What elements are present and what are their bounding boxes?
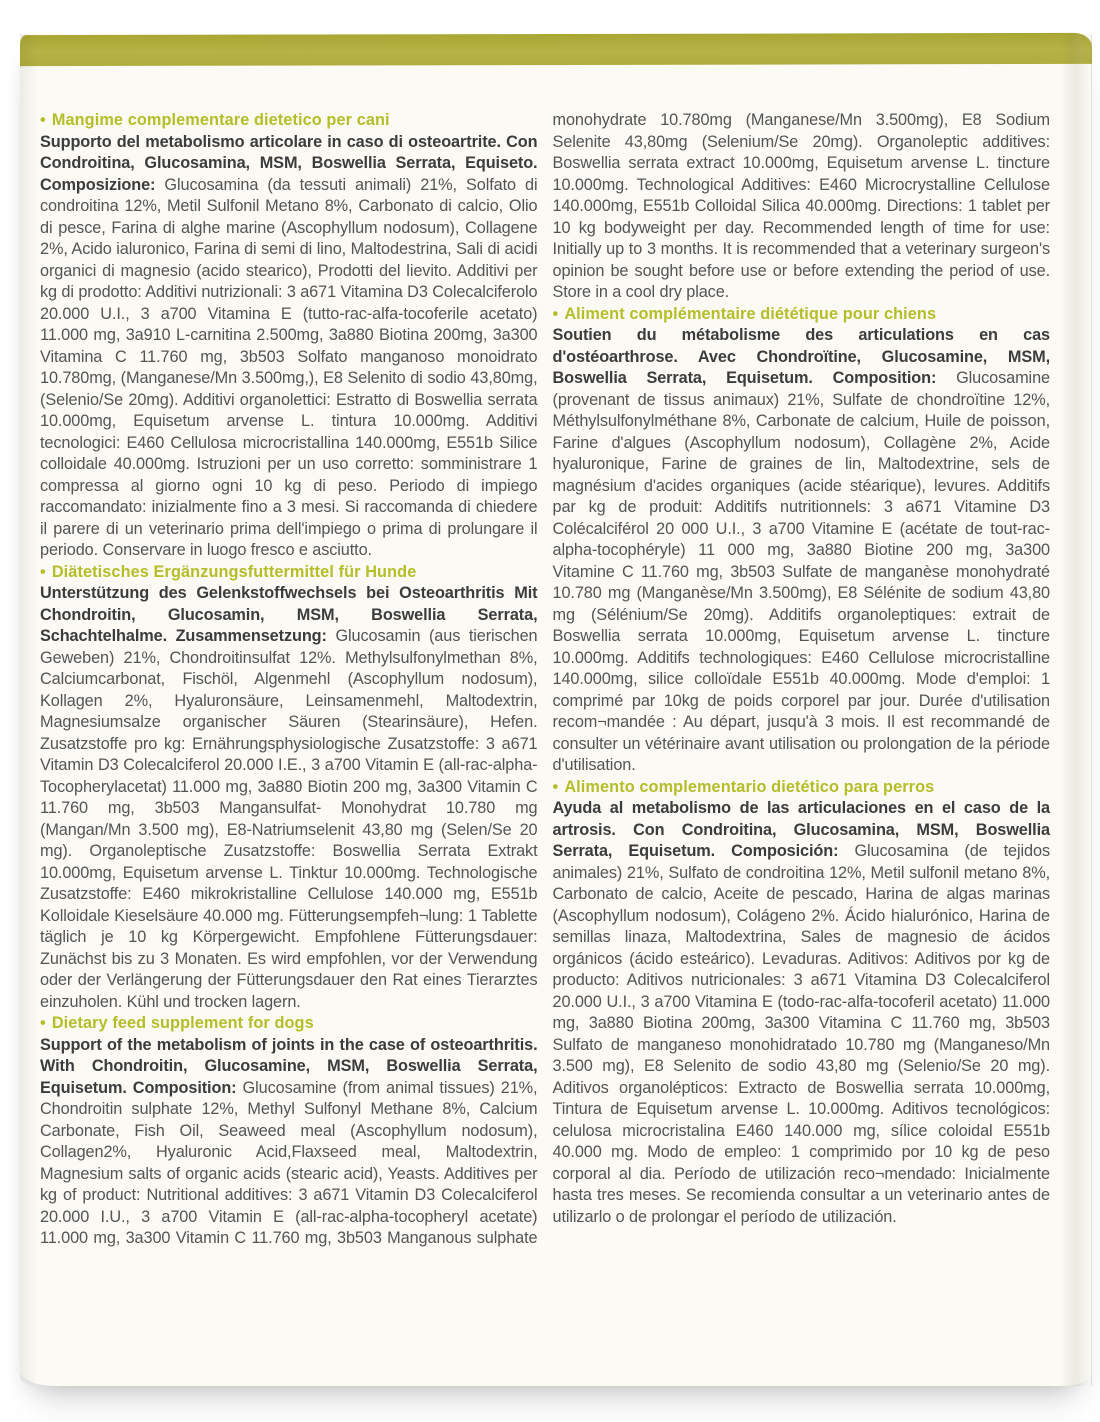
header-text-french: Aliment complémentaire diététique pour chiens — [564, 304, 937, 323]
header-text-german: Diätetisches Ergänzungsfuttermittel für Hunde — [51, 562, 417, 581]
header-text-english: Dietary feed supplement for dogs — [51, 1014, 314, 1032]
section-header-english — [40, 1013, 538, 1035]
bullet-icon: • — [552, 777, 559, 796]
section-italian — [40, 110, 538, 562]
label-text-columns — [40, 110, 1050, 1250]
section-header-italian — [40, 110, 538, 132]
header-text-spanish: Alimento complementario dietético para perros — [564, 777, 935, 796]
section-body-german — [40, 583, 538, 1013]
section-body-spanish — [553, 798, 1051, 1228]
section-header-german — [40, 562, 538, 584]
section-header-french — [553, 304, 1051, 326]
box-top-edge-band — [20, 33, 1092, 66]
bullet-icon: • — [552, 304, 559, 323]
bold-intro-spanish: Ayuda al metabolismo de las articulaciones en el caso de la artrosis. Con Condroitina, Glucosamina, MSM, Boswellia Serrata, Equisetum. Composición: — [552, 799, 1050, 860]
bullet-icon: • — [40, 111, 46, 129]
section-german — [40, 562, 538, 1014]
bullet-icon: • — [40, 562, 46, 581]
section-body-italian — [40, 132, 538, 562]
box-right-edge-fold — [1061, 34, 1092, 1386]
bold-intro-italian: Supporto del metabolismo articolare in caso di osteoartrite. Con Condroitina, Glucosamina, MSM, Boswellia Serrata, Equiseto. Composizione: — [40, 132, 538, 194]
header-text-italian: Mangime complementare dietetico per cani — [51, 111, 390, 129]
section-french — [553, 304, 1051, 777]
bold-intro-german: Unterstützung des Gelenkstoffwechsels bei Osteoarthritis Mit Chondroitin, Glucosamin, MSM, Boswellia Serrata, Schachtelhalme. Zusammensetzung: — [40, 584, 538, 645]
bold-intro-english: Support of the metabolism of joints in the case of osteoarthritis. With Chondroitin, Glucosamine, MSM, Boswellia Serrata, Equisetum. Composition: — [40, 1035, 538, 1097]
body-text-english: Glucosamine (from animal tissues) 21%, Chondroitin sulphate 12%, Methyl Sulfonyl Methane 8%, Calcium Carbonate, Fish Oil, Seaweed meal (Ascophyllum nodosum), Collagen2%, Hyaluronic Acid,Flaxseed meal, Maltodextrin, Magnesium salts of organic acids (stearic acid), Yeasts. Additives per kg of product: Nutritional additives: 3 a671 Vitamin D3 Colecalciferol 20.000 I.U., 3 a700 Vitamin E (all-rac-alpha-tocopheryl acetate) 11.000 mg, 3a300 Vitamin C 11.760 mg, 3b503 Manganous sulphate monohydrate 10.780mg (Manganese/Mn 3.500mg), E8 Sodium Selenite 43,80mg (Selenium/Se 20mg). Organoleptic additives: Boswellia serrata extract 10.000mg, Equisetum arvense L. tincture 10.000mg. Technological Additives: E460 Microcrystalline Cellulose 140.000mg, E551b Colloidal Silica 40.000mg. Directions: 1 tablet per 10 kg bodyweight per day. Recommended length of time for use: Initially up to 3 months. It is recommended that a veterinary surgeon's opinion be sought before use or before extending the period of use. Store in a cool dry place. — [40, 111, 1050, 1247]
body-text-french: Glucosamine (provenant de tissus animaux) 21%, Sulfate de chondroïtine 12%, Méthylsulfonylméthane 8%, Carbonate de calcium, Huile de poisson, Farine d'algues (Ascophyllum nodosum), Collagène 2%, Acide hyaluronique, Farine de graines de lin, Maltodextrine, sels de magnésium d'acides organiques (acide stéarique), levures. Additifs par kg de produit: Additifs nutritionnels: 3 a671 Vitamine D3 Colécalciférol 20 000 U.I., 3 a700 Vitamine E (acétate de tout-rac-alpha-tocophéryle) 11 000 mg, 3a880 Biotine 200 mg, 3a300 Vitamine C 11.760 mg, 3b503 Sulfate de manganèse monohydraté 10.780 mg (Manganèse/Mn 3.500mg), E8 Sélénite de sodium 43,80 mg (Sélénium/Se 20mg). Additifs organoleptiques: extrait de Boswellia serrata 10.000mg, Equisetum arvense L. tincture 10.000mg. Additifs technologiques: E460 Cellulose microcristalline 140.000mg, silice colloïdale E551b 40.000mg. Mode d'emploi: 1 comprimé par 10kg de poids corporel par jour. Durée d'utilisation recom¬mandée : Au départ, jusqu'à 3 mois. Il est recommandé de consulter un vétérinaire avant utilisation ou prolongation de la période d'utilisation. — [552, 369, 1050, 774]
body-text-spanish: Glucosamina (de tejidos animales) 21%, Sulfato de condroitina 12%, Metil sulfonil metano 8%, Carbonato de calcio, Aceite de pescado, Harina de algas marinas (Ascophyllum nodosum), Colágeno 2%. Ácido hialurónico, Harina de semillas linaza, Maltodextrina, Sales de magnesio de ácidos orgánicos (ácido esteárico). Levaduras. Aditivos: Aditivos por kg de producto: Aditivos nutricionales: 3 a671 Vitamina D3 Colecalciferol 20.000 U.I., 3 a700 Vitamina E (todo-rac-alfa-tocoferil acetato) 11.000 mg, 3a880 Biotina 200mg, 3a300 Vitamina C 11.760 mg, 3b503 Sulfato de manganeso monohidratado 10.780 mg (Manganeso/Mn 3.500 mg), E8 Selenito de sodio 43,80 mg (Selenio/Se 20 mg). Aditivos organolépticos: Extracto de Boswellia serrata 10.000mg, Tintura de Equisetum arvense L. 10.000mg. Aditivos tecnológicos: celulosa microcristalina E460 140.000 mg, sílice coloidal E551b 40.000 mg. Modo de empleo: 1 comprimido por 10 kg de peso corporal al dia. Período de utilización reco¬mendado: Inicialmente hasta tres meses. Se recomienda consultar a un veterinario antes de utilizarlo o de prolongar el período de utilización. — [552, 842, 1050, 1226]
box-left-edge-shading — [20, 34, 38, 1386]
bullet-icon: • — [40, 1014, 46, 1032]
body-text-german: Glucosamin (aus tierischen Geweben) 21%, Chondroitinsulfat 12%. Methylsulfonylmethan 8%, Calciumcarbonat, Fischöl, Algenmehl (Ascophyllum nodosum), Kollagen 2%, Hyaluronsäure, Leinsamenmehl, Maltodextrin, Magnesiumsalze organischer Säuren (Stearinsäure), Hefen. Zusatzstoffe pro kg: Ernährungsphysiologische Zusatzstoffe: 3 a671 Vitamin D3 Colecalciferol 20.000 I.E., 3 a700 Vitamin E (all-rac-alpha-Tocopherylacetat) 11.000 mg, 3a880 Biotin 200 mg, 3a300 Vitamin C 11.760 mg, 3b503 Mangansulfat- Monohydrat 10.780 mg (Mangan/Mn 3.500 mg), E8-Natriumselenit 43,80 mg (Selen/Se 20 mg). Organoleptische Zusatzstoffe: Boswellia Serrata Extrakt 10.000mg, Equisetum arvense L. Tinktur 10.000mg. Technologische Zusatzstoffe: E460 mikrokristalline Cellulose 140.000 mg, E551b Kolloidale Kieselsäure 40.000 mg. Fütterungsempfeh¬lung: 1 Tablette täglich je 10 kg Körpergewicht. Empfohlene Fütterungsdauer: Zunächst bis zu 3 Monaten. Es wird empfohlen, vor der Verwendung oder der Verlängerung der Fütterungsdauer den Rat eines Tierarztes einzuholen. Kühl und trocken lagern. — [40, 627, 538, 1011]
section-spanish — [553, 777, 1051, 1229]
section-header-spanish — [553, 777, 1051, 799]
body-text-italian: Glucosamina (da tessuti animali) 21%, Solfato di condroitina 12%, Metil Sulfonil Metano 8%, Carbonato di calcio, Olio di pesce, Farina di alghe marine (Ascophyllum nodosum), Collagene 2%, Acido ialuronico, Farina di semi di lino, Maltodestrina, Sali di acidi organici di magnesio (acido stearico), Prodotti del lievito. Additivi per kg di prodotto: Additivi nutrizionali: 3 a671 Vitamina D3 Colecalciferolo 20.000 U.I., 3 a700 Vitamina E (tutto-rac-alfa-tocoferile acetato) 11.000 mg, 3a910 L-carnitina 2.500mg, 3a880 Biotina 200mg, 3a300 Vitamina C 11.760 mg, 3b503 Solfato manganoso monoidrato 10.780mg, (Manganese/Mn 3.500mg,), E8 Selenito di sodio 43,80mg, (Selenio/Se 20mg). Additivi organolettici: Estratto di Boswellia serrata 10.000mg, Equisetum arvense L. tintura 10.000mg. Additivi tecnologici: E460 Cellulosa microcristallina 140.000mg, E551b Silice colloidale 40.000mg. Istruzioni per un uso corretto: somministrare 1 compressa al giorno ogni 10 kg di peso. Periodo di impiego raccomandato: inizialmente fino a 3 mesi. Si raccomanda di chiedere il parere di un veterinario prima dell'impiego o prima di prolungare il periodo. Conservare in luogo fresco e asciutto. — [40, 175, 538, 559]
section-body-french — [553, 325, 1051, 777]
bold-intro-french: Soutien du métabolisme des articulations en cas d'ostéoarthrose. Avec Chondroïtine, Glucosamine, MSM, Boswellia Serrata, Equisetum. Composition: — [552, 326, 1050, 387]
package-box-back-panel — [20, 34, 1092, 1386]
